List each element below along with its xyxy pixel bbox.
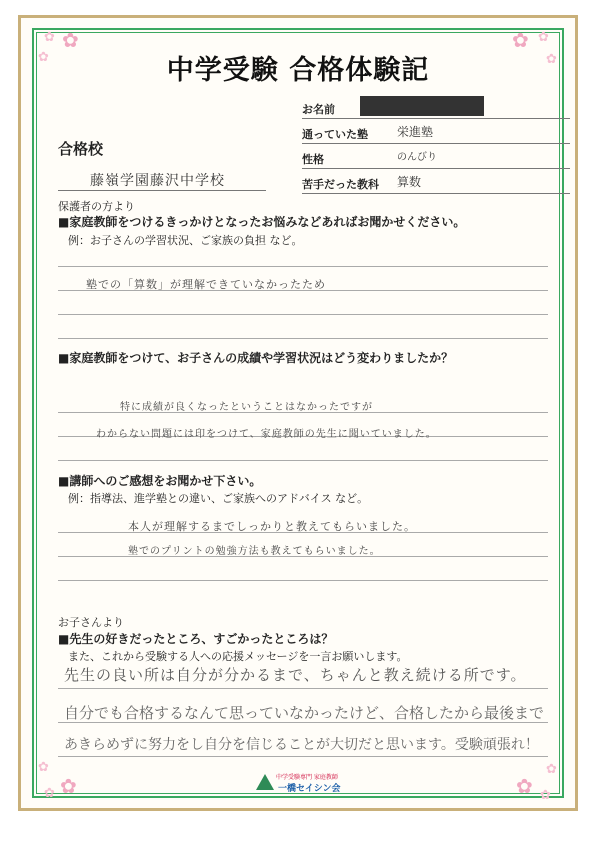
answer-line — [58, 266, 548, 267]
guardian-answer-3: 本人が理解するまでしっかりと教えてもらいました。 — [128, 520, 416, 533]
logo-tagline: 中学受験専門 家庭教師 — [276, 774, 338, 781]
flower-icon: ✿ — [38, 760, 49, 775]
guardian-question-3: ■講師へのご感想をお聞かせ下さい。 — [58, 474, 262, 488]
guardian-question-1-example: 例：お子さんの学習状況、ご家族の負担 など。 — [68, 234, 303, 247]
page-title: 中学受験 合格体験記 — [166, 55, 430, 86]
flower-icon: ✿ — [546, 762, 557, 777]
flower-icon: ✿ — [538, 30, 549, 45]
answer-line — [58, 338, 548, 339]
guardian-answer-1: 塾での「算数」が理解できていなかったため — [86, 278, 326, 291]
guardian-heading: 保護者の方より — [58, 200, 135, 213]
juku-label: 通っていた塾 — [302, 128, 368, 141]
personality-row — [302, 146, 570, 169]
child-question-sub: また、これから受験する人への応援メッセージを一言お願いします。 — [68, 650, 408, 663]
flower-icon: ✿ — [44, 30, 55, 45]
guardian-question-3-example: 例：指導法、進学塾との違い、ご家族へのアドバイス など。 — [68, 492, 369, 505]
guardian-question-2: ■家庭教師をつけて、お子さんの成績や学習状況はどう変わりましたか？ — [58, 351, 454, 365]
child-heading: お子さんより — [58, 616, 124, 629]
guardian-answer-2: 特に成績が良くなったということはなかったですが — [120, 402, 373, 413]
company-logo — [256, 772, 366, 794]
child-answer: 先生の良い所は自分が分かるまで、ちゃんと教え続ける所です。 — [64, 666, 527, 684]
answer-line — [58, 688, 548, 689]
flower-icon: ✿ — [540, 788, 551, 803]
answer-line — [58, 314, 548, 315]
weak-subject-value: 算数 — [397, 175, 422, 189]
personality-label: 性格 — [302, 153, 324, 166]
school-underline — [58, 190, 266, 191]
flower-icon: ✿ — [44, 786, 55, 801]
flower-icon: ✿ — [60, 774, 77, 798]
child-question: ■先生の好きだったところ、すごかったところは？ — [58, 632, 334, 646]
personality-value: のんびり — [397, 152, 437, 163]
juku-row — [302, 121, 570, 144]
juku-value: 栄進塾 — [397, 125, 434, 139]
weak-subject-label: 苦手だった教科 — [302, 178, 379, 191]
weak-subject-row — [302, 171, 570, 194]
logo-company-name: 一橋セイシン会 — [278, 784, 341, 794]
flower-icon: ✿ — [62, 28, 79, 52]
flower-icon: ✿ — [516, 774, 533, 798]
child-answer: あきらめずに努力をし自分を信じることが大切だと思います。受験頑張れ！ — [64, 737, 539, 753]
guardian-question-1: ■家庭教師をつけるきっかけとなったお悩みなどあればお聞かせください。 — [58, 215, 466, 229]
answer-line — [58, 460, 548, 461]
answer-line — [58, 756, 548, 757]
name-label: お名前 — [302, 103, 335, 116]
name-redaction — [360, 96, 484, 116]
child-answer: 自分でも合格するなんて思っていなかったけど、合格したから最後まで — [64, 704, 545, 722]
guardian-answer-3: 塾でのプリントの勉強方法も教えてもらいました。 — [128, 546, 381, 557]
flower-icon: ✿ — [512, 28, 529, 52]
school-label: 合格校 — [58, 140, 104, 158]
logo-mark-icon — [256, 774, 274, 790]
school-value: 藤嶺学園藤沢中学校 — [90, 173, 225, 189]
answer-line — [58, 580, 548, 581]
flower-icon: ✿ — [38, 50, 49, 65]
guardian-answer-2: わからない問題には印をつけて、家庭教師の先生に聞いていました。 — [96, 429, 437, 440]
flower-icon: ✿ — [546, 52, 557, 67]
